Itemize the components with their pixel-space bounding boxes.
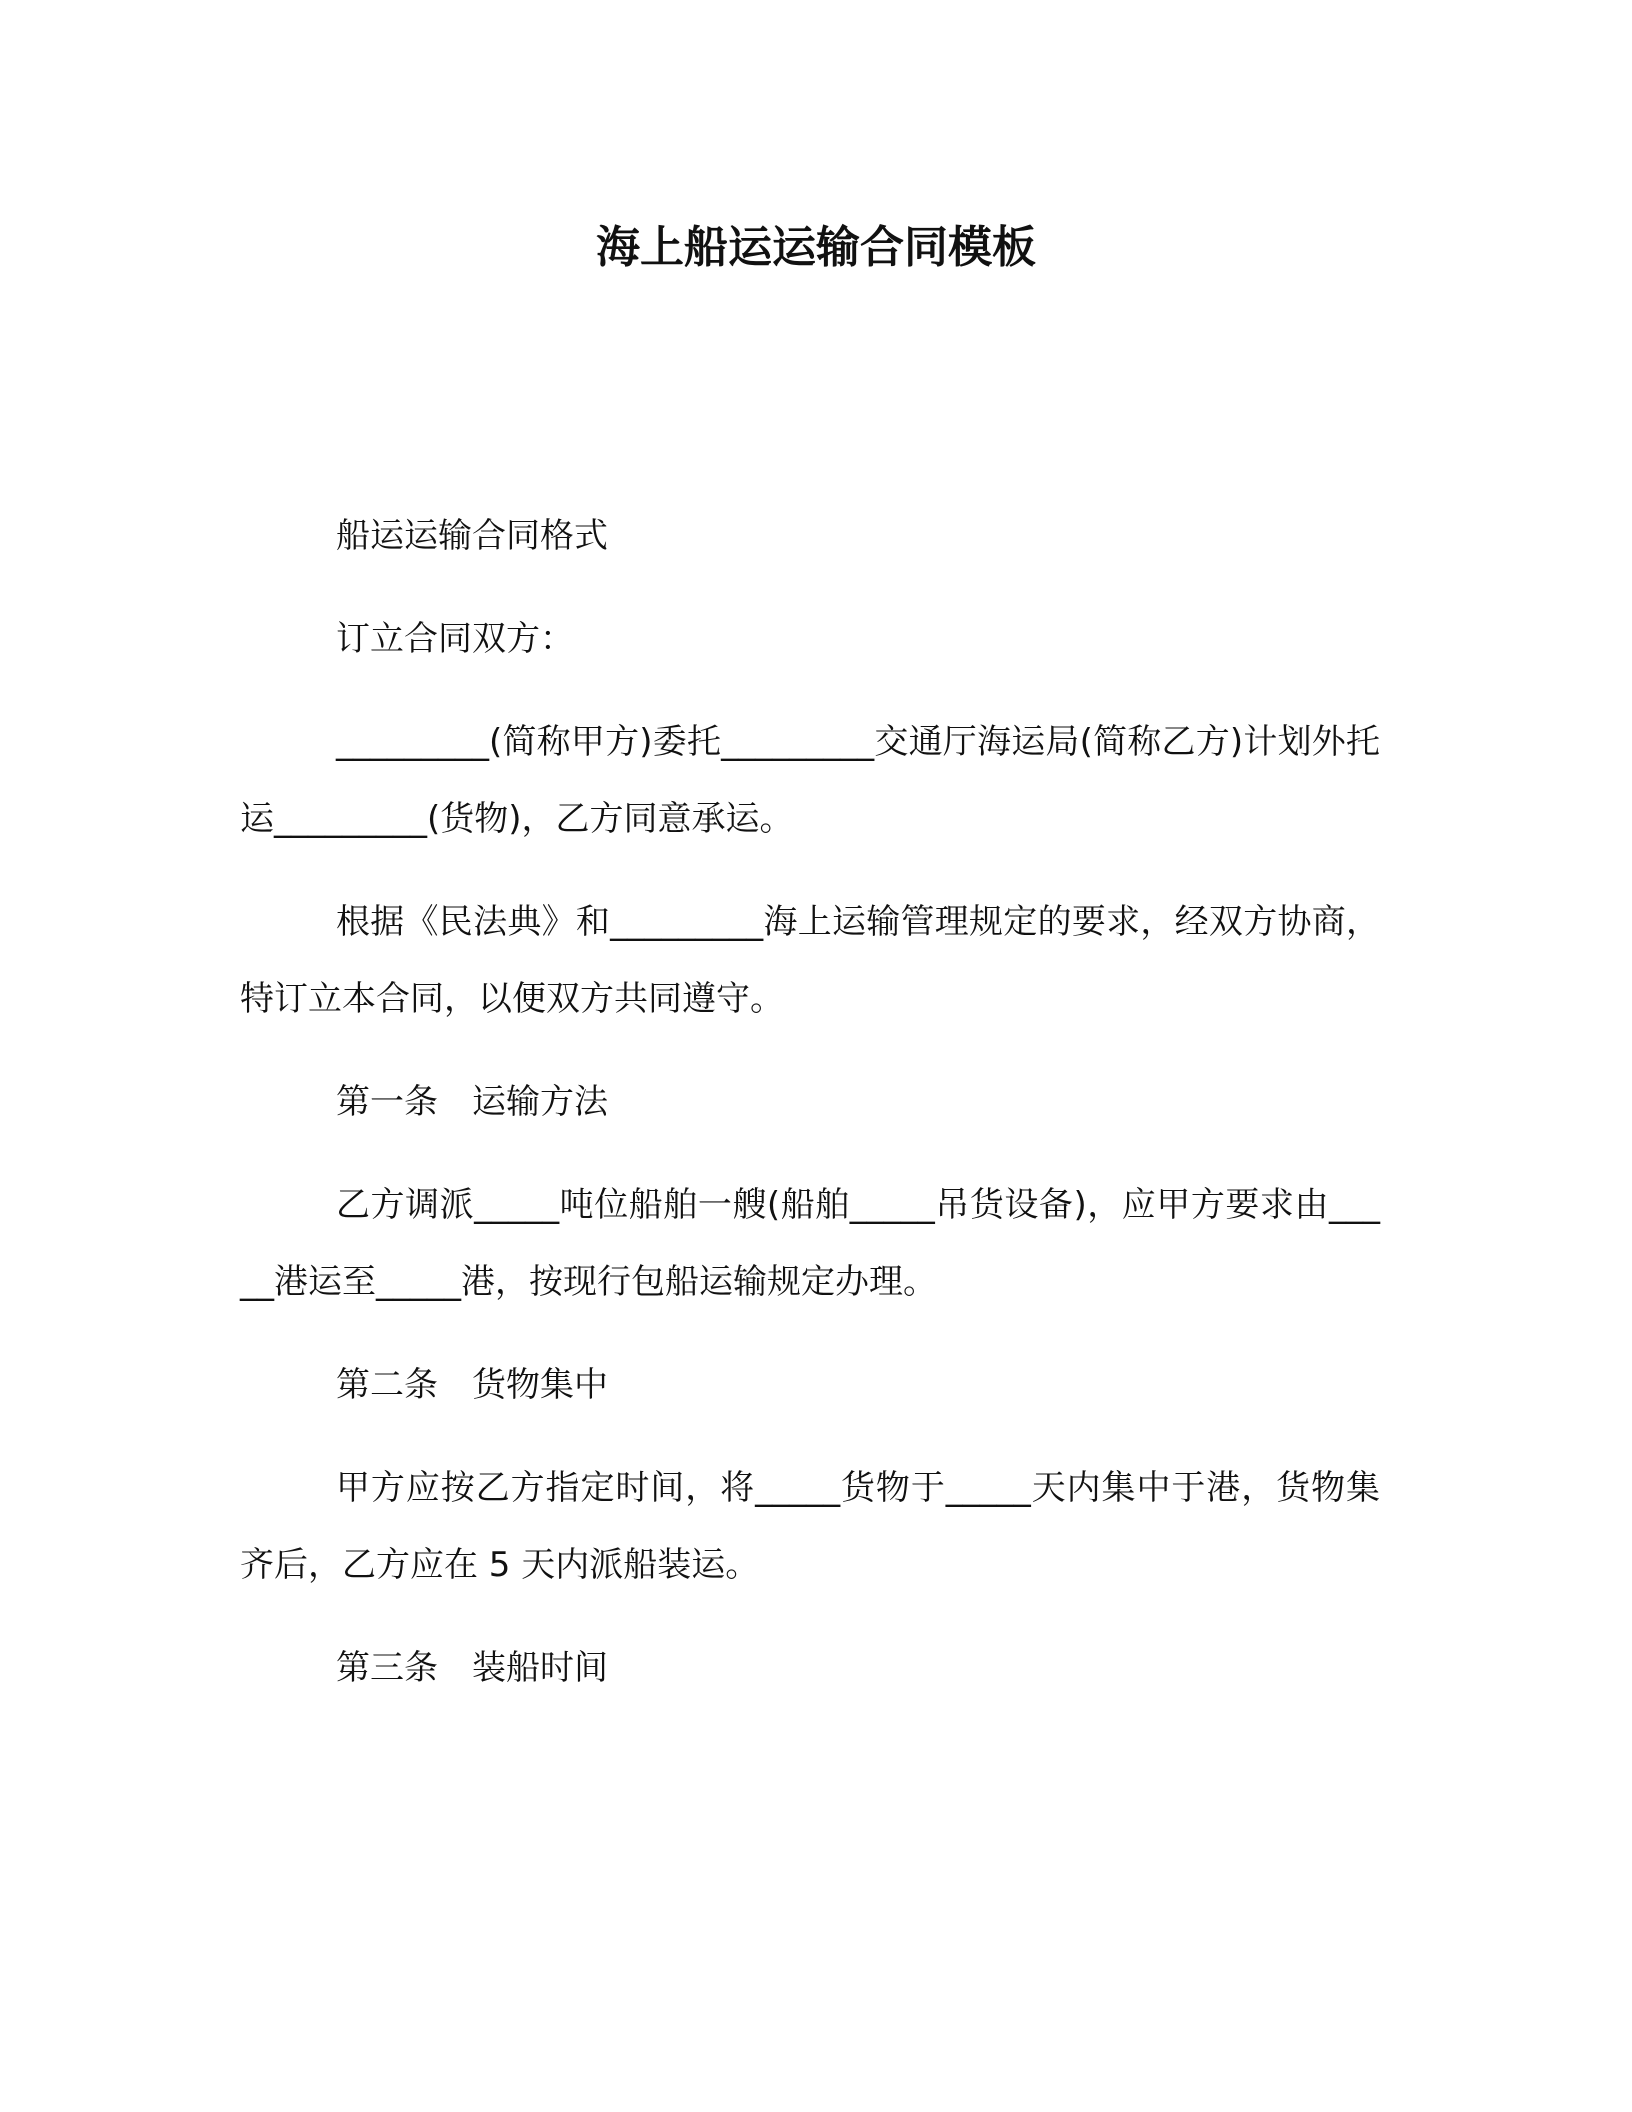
article-2-heading: 第二条 货物集中 — [336, 1365, 608, 1405]
parties-line: 订立合同双方： — [336, 619, 574, 659]
document-body — [240, 498, 1380, 1733]
article-1-heading: 第一条 运输方法 — [336, 1082, 608, 1122]
contract-format-line: 船运运输合同格式 — [336, 516, 608, 556]
document-title: 海上船运运输合同模板 — [596, 222, 1036, 273]
parties-paragraph: _________(简称甲方)委托_________交通厅海运局(简称乙方)计划外托运_________(货物)，乙方同意承运。 — [240, 722, 1380, 839]
article-1-paragraph: 乙方调派_____吨位船舶一艘(船舶_____吊货设备)，应甲方要求由_____港运至_____港，按现行包船运输规定办理。 — [240, 1185, 1380, 1302]
basis-paragraph: 根据《民法典》和_________海上运输管理规定的要求，经双方协商，特订立本合同，以便双方共同遵守。 — [240, 902, 1380, 1019]
article-3-heading: 第三条 装船时间 — [336, 1648, 608, 1688]
article-2-paragraph: 甲方应按乙方指定时间，将_____货物于_____天内集中于港，货物集齐后，乙方应在 5 天内派船装运。 — [240, 1468, 1380, 1585]
